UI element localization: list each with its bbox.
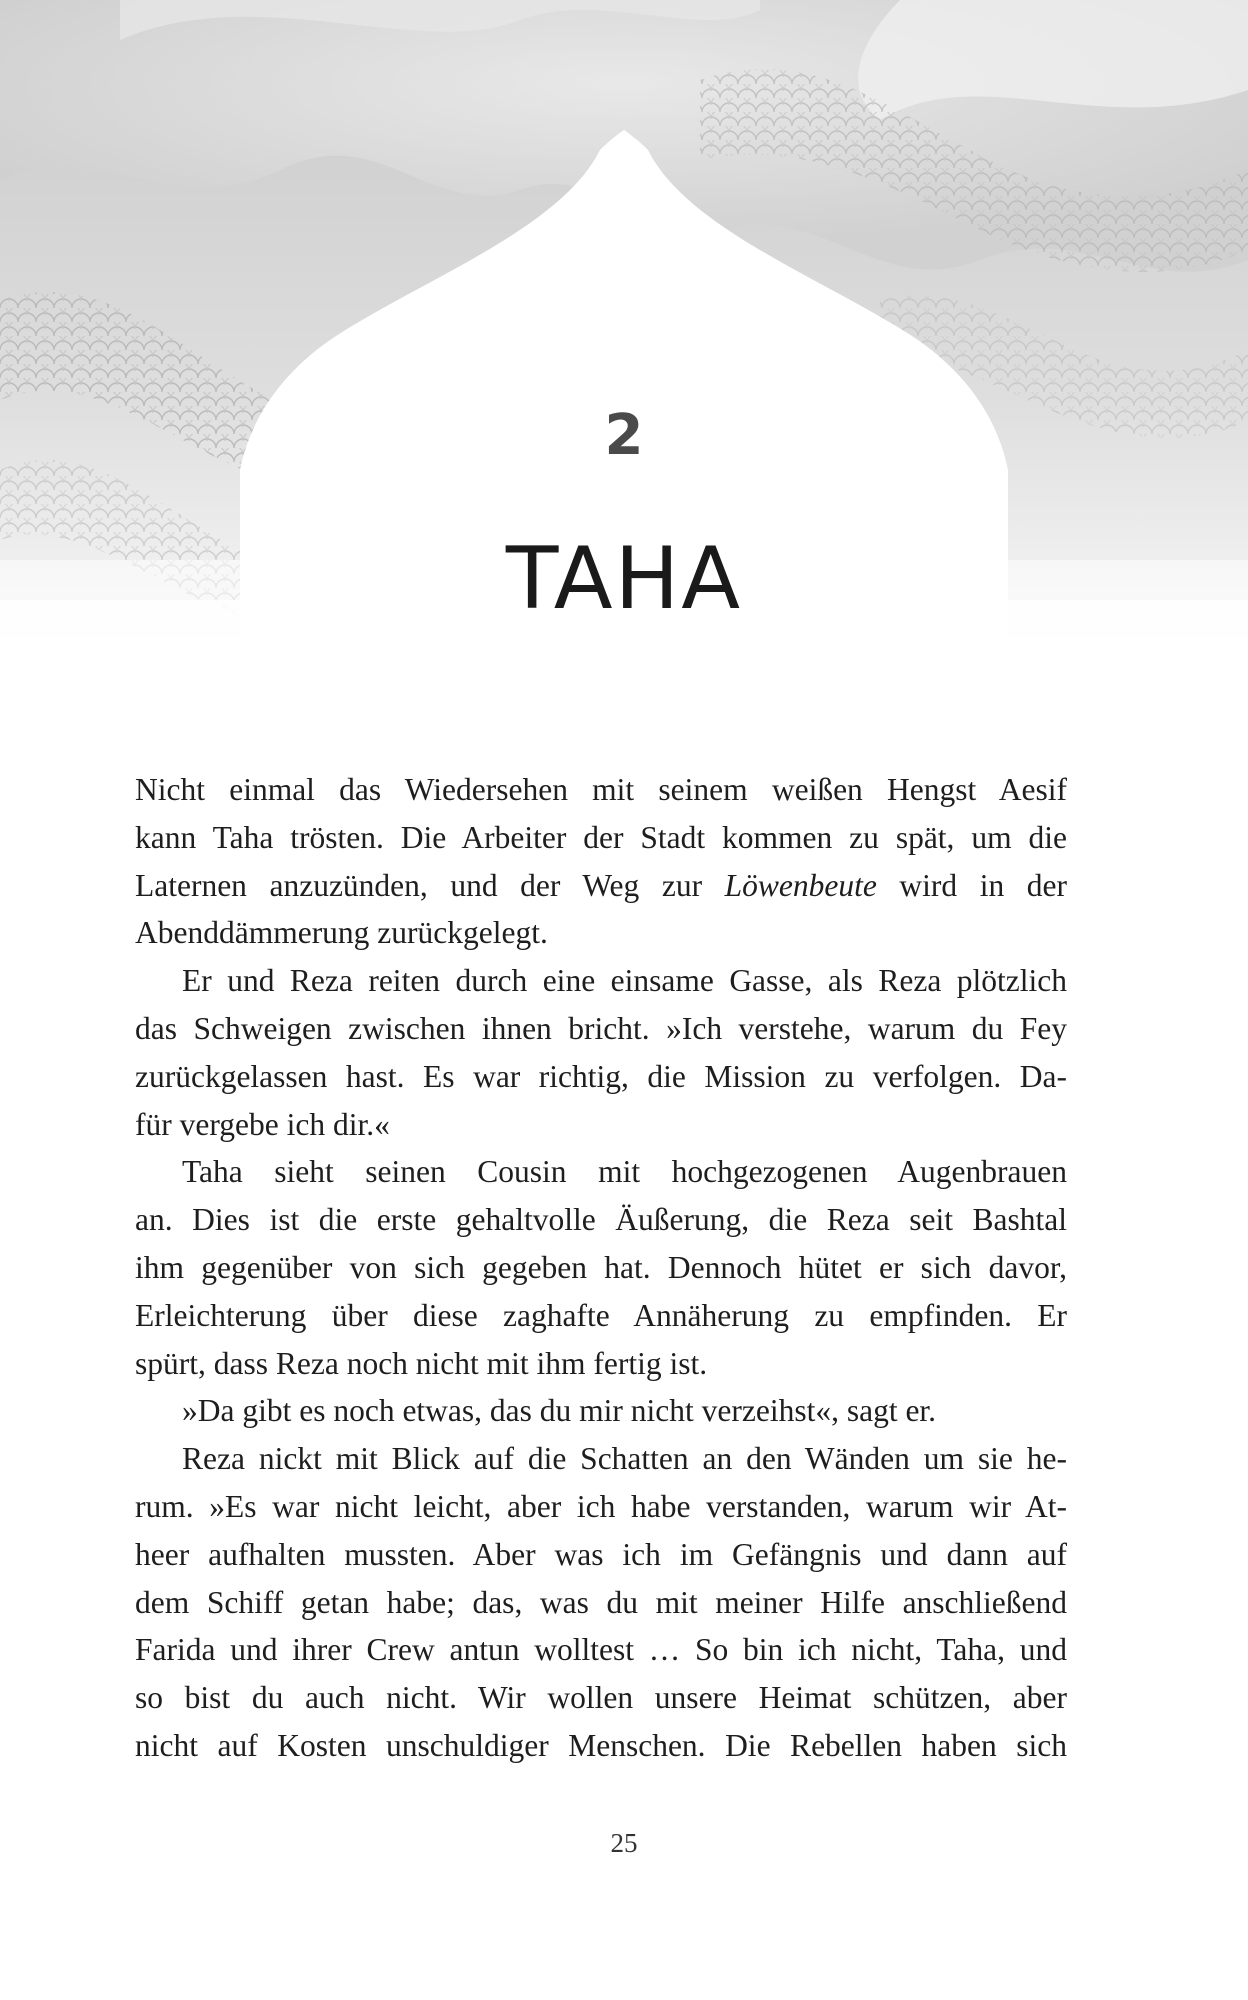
- text-line: spürt, dass Reza noch nicht mit ihm fertig ist.: [135, 1345, 708, 1381]
- chapter-title: TAHA: [505, 529, 743, 629]
- text-line: »Da gibt es noch etwas, das du mir nicht verzeihst«, sagt er.: [182, 1393, 937, 1429]
- text-line: Farida und ihrer Crew antun wolltest … So bin ich nicht, Taha, und: [135, 1632, 1067, 1668]
- page-number: 25: [610, 1828, 638, 1858]
- text-segment: Laternen anzuzünden, und der Weg zur: [135, 867, 725, 903]
- text-line: kann Taha trösten. Die Arbeiter der Stadt kommen zu spät, um die: [135, 819, 1067, 855]
- text-line: dem Schiff getan habe; das, was du mit meiner Hilfe anschließend: [135, 1584, 1067, 1620]
- text-line: an. Dies ist die erste gehaltvolle Äußerung, die Reza seit Bashtal: [135, 1202, 1067, 1238]
- chapter-number: 2: [604, 403, 644, 468]
- text-line: heer aufhalten mussten. Aber was ich im Gefängnis und dann auf: [135, 1536, 1067, 1572]
- text-line: Reza nickt mit Blick auf die Schatten an den Wänden um sie he-: [182, 1441, 1067, 1477]
- text-line: Taha sieht seinen Cousin mit hochgezogenen Augenbrauen: [182, 1154, 1067, 1190]
- text-line: zurückgelassen hast. Es war richtig, die Mission zu verfolgen. Da-: [135, 1058, 1067, 1094]
- text-line: Abenddämmerung zurückgelegt.: [135, 915, 548, 951]
- text-line: Er und Reza reiten durch eine einsame Gasse, als Reza plötzlich: [182, 963, 1067, 999]
- text-line: das Schweigen zwischen ihnen bricht. »Ich verstehe, warum du Fey: [135, 1010, 1067, 1046]
- text-line: [135, 862, 1067, 910]
- text-line: so bist du auch nicht. Wir wollen unsere Heimat schützen, aber: [135, 1680, 1067, 1716]
- text-line: für vergebe ich dir.«: [135, 1106, 390, 1142]
- text-line: ihm gegenüber von sich gegeben hat. Dennoch hütet er sich davor,: [135, 1249, 1067, 1285]
- text-line: Erleichterung über diese zaghafte Annäherung zu empfinden. Er: [135, 1297, 1067, 1333]
- text-line: rum. »Es war nicht leicht, aber ich habe verstanden, warum wir At-: [135, 1488, 1067, 1524]
- body-text: [135, 766, 1067, 1770]
- text-line: nicht auf Kosten unschuldiger Menschen. Die Rebellen haben sich: [135, 1727, 1067, 1763]
- text-segment: wird in der: [876, 867, 1067, 903]
- text-line: Nicht einmal das Wiedersehen mit seinem weißen Hengst Aesif: [135, 772, 1067, 807]
- book-title-emphasis: Löwenbeute: [724, 867, 877, 903]
